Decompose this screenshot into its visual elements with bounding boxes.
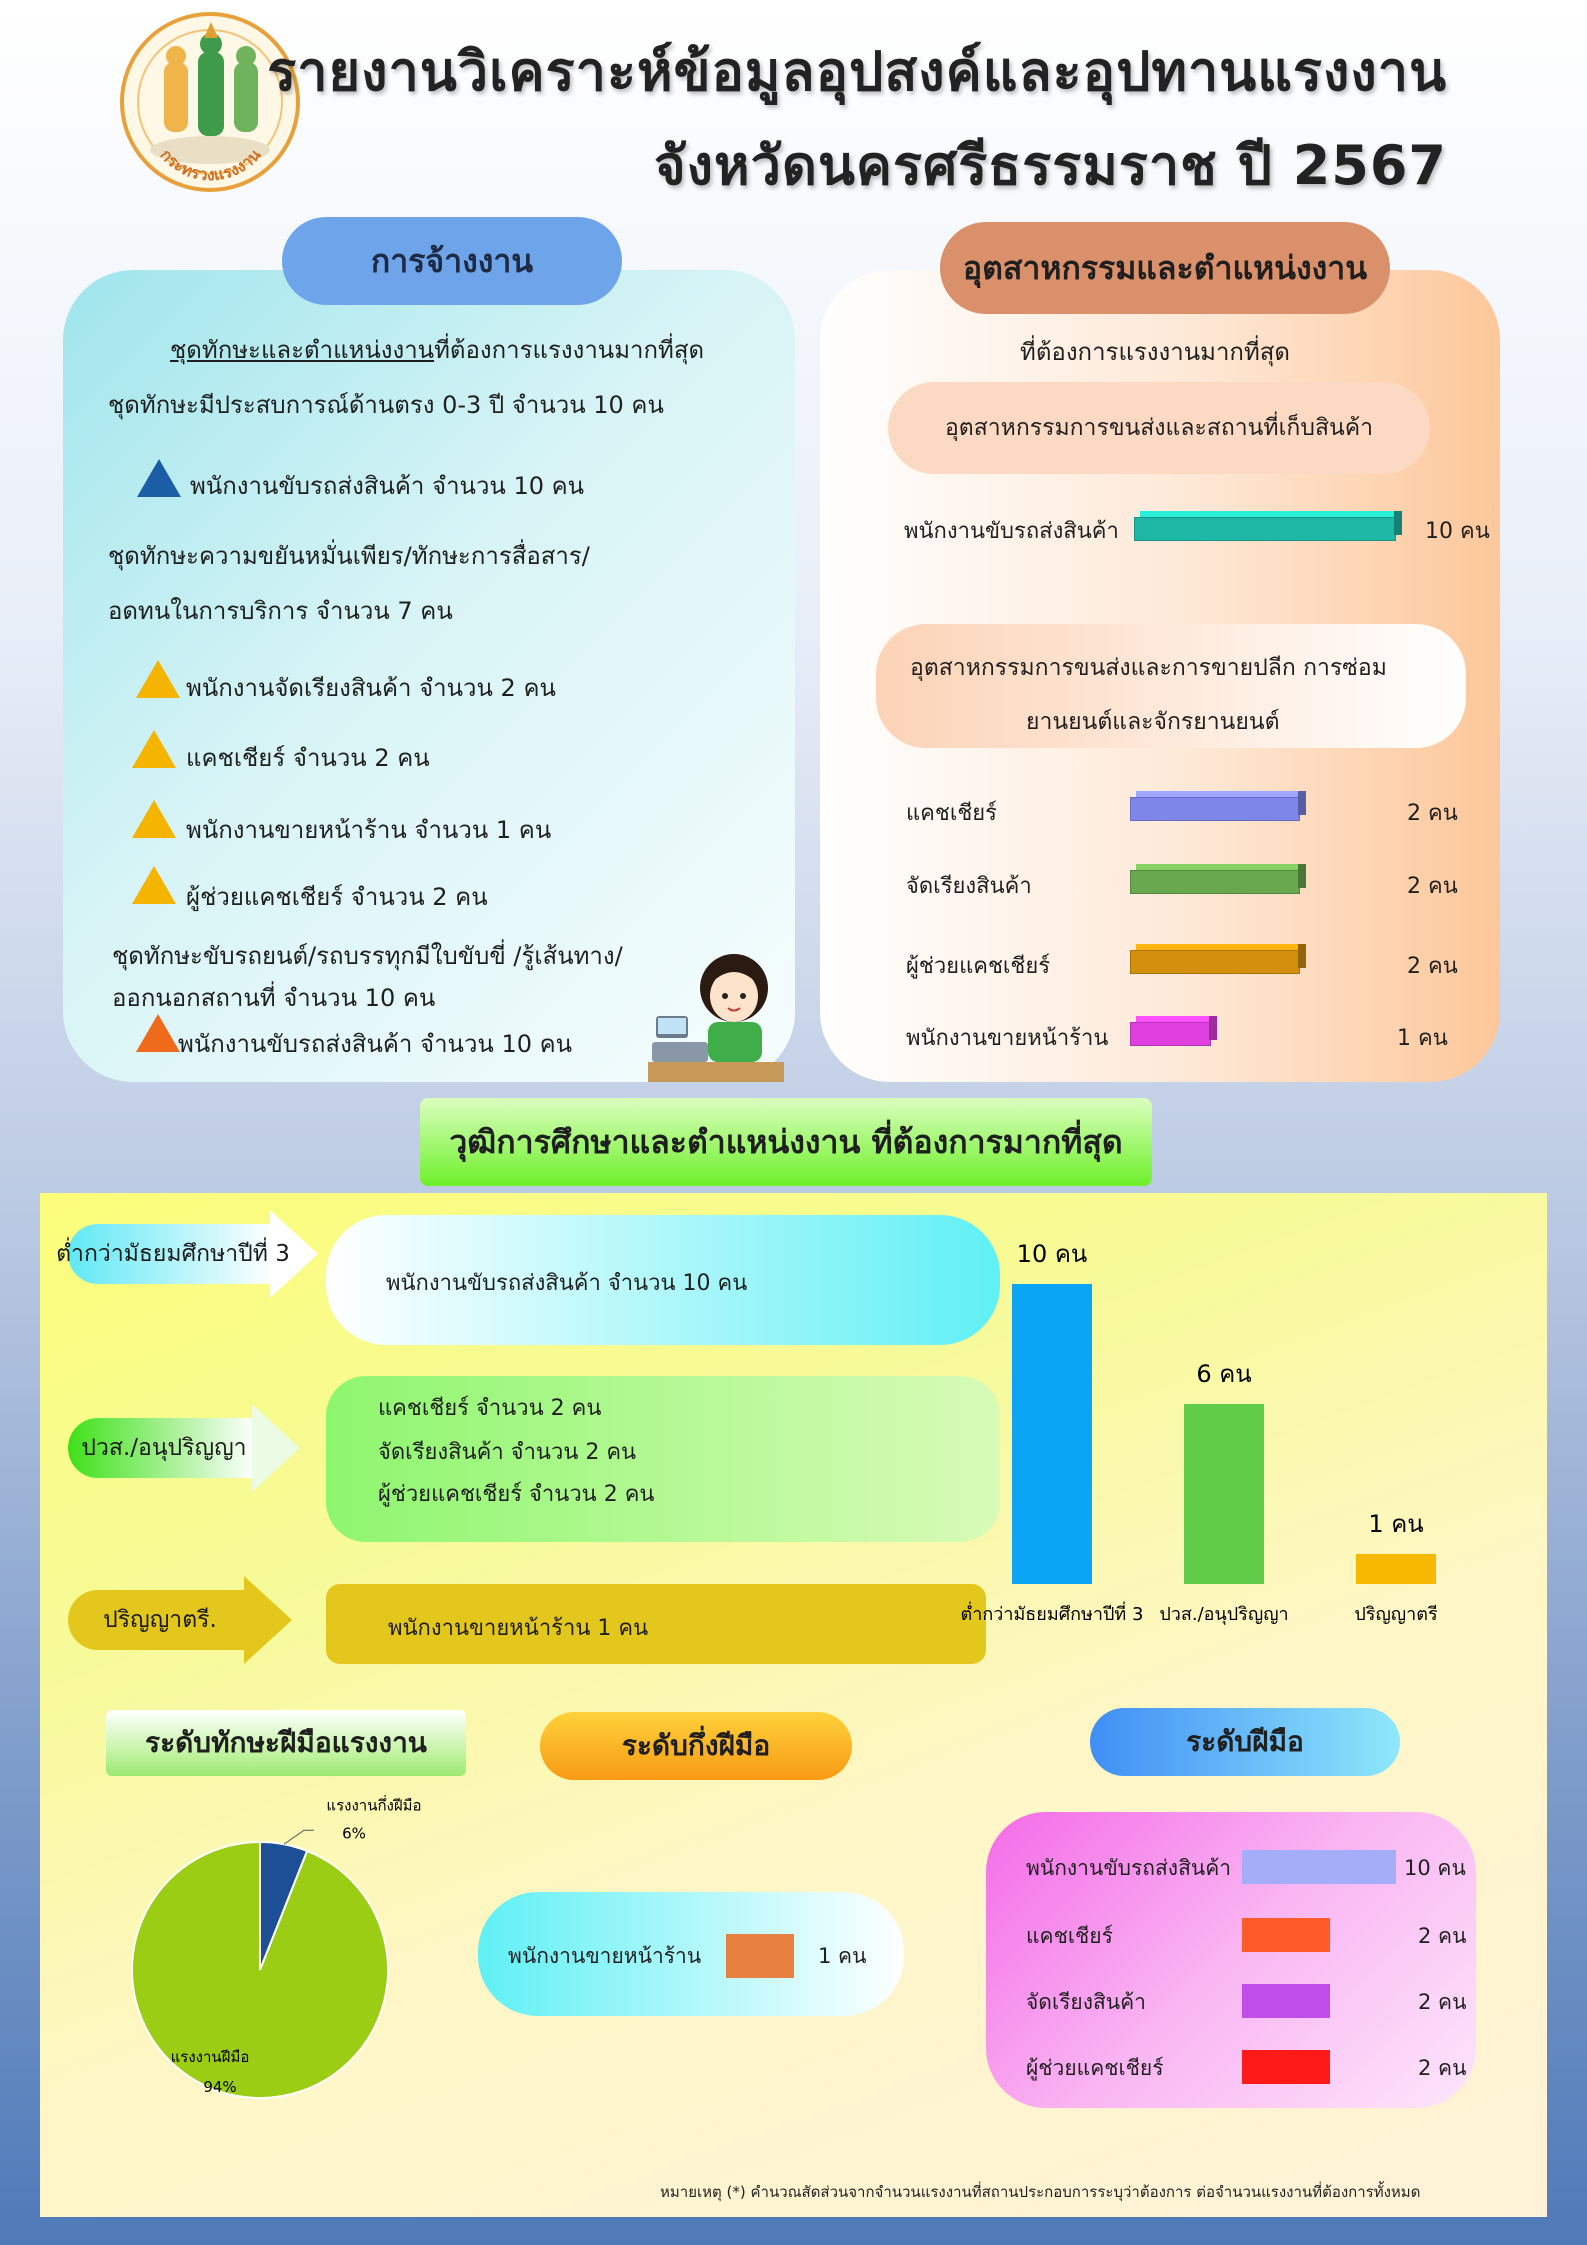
education-level-arrow bbox=[56, 1210, 318, 1298]
industry-2-name-line1: อุตสาหกรรมการขนส่งและการขายปลีก การซ่อม bbox=[910, 655, 1387, 681]
triangle-bullet-icon bbox=[132, 866, 176, 904]
education-job: พนักงานขับรถส่งสินค้า จำนวน 10 คน bbox=[386, 1271, 748, 1296]
employment-intro bbox=[170, 330, 704, 369]
education-level-label: ปวส./อนุปริญญา bbox=[81, 1435, 247, 1461]
skilled-job-label: จัดเรียงสินค้า bbox=[1026, 1990, 1146, 2014]
skill-level-heading: ระดับทักษะฝีมือแรงงาน bbox=[106, 1710, 466, 1776]
education-bar bbox=[1184, 1404, 1264, 1584]
triangle-bullet-icon bbox=[136, 1014, 180, 1052]
industry-2-job-label: แคชเชียร์ bbox=[906, 801, 997, 826]
education-bar-category-label: ปวส./อนุปริญญา bbox=[1159, 1604, 1289, 1625]
skilled-job-value: 2 คน bbox=[1418, 1990, 1467, 2014]
cashier-illustration bbox=[648, 950, 784, 1082]
education-level-label: ต่ำกว่ามัธยมศึกษาปีที่ 3 bbox=[56, 1241, 290, 1267]
industry-1-job-label: พนักงานขับรถส่งสินค้า bbox=[904, 519, 1119, 544]
skilled-job-bar bbox=[1242, 1918, 1330, 1952]
employment-intro-underlined: ชุดทักษะและตำแหน่งงาน bbox=[170, 336, 435, 364]
pie-leader-line bbox=[284, 1830, 314, 1844]
triangle-bullet-icon bbox=[132, 730, 176, 768]
triangle-bullet-icon bbox=[132, 800, 176, 838]
skilled-job-label: ผู้ช่วยแคชเชียร์ bbox=[1026, 2056, 1164, 2080]
skilled-heading: ระดับฝีมือ bbox=[1090, 1708, 1400, 1776]
industry-2-job-label: พนักงานขายหน้าร้าน bbox=[906, 1026, 1109, 1051]
industry-2-job-bar bbox=[1130, 944, 1308, 974]
industry-subheading: ที่ต้องการแรงงานมากที่สุด bbox=[1020, 338, 1290, 366]
skill-group-2-item: พนักงานจัดเรียงสินค้า จำนวน 2 คน bbox=[186, 674, 556, 702]
industry-2-job-bar bbox=[1130, 1016, 1219, 1046]
industry-2-job-value: 2 คน bbox=[1407, 954, 1458, 979]
skill-group-3-item: พนักงานขับรถส่งสินค้า จำนวน 10 คน bbox=[178, 1030, 573, 1058]
education-job: จัดเรียงสินค้า จำนวน 2 คน bbox=[378, 1440, 637, 1465]
industry-2-job-value: 2 คน bbox=[1407, 874, 1458, 899]
pie-category-label: แรงงานฝีมือ bbox=[170, 2048, 250, 2066]
skilled-job-value: 10 คน bbox=[1404, 1856, 1466, 1880]
skill-group-3-line2: ออกนอกสถานที่ จำนวน 10 คน bbox=[112, 984, 436, 1012]
skilled-job-value: 2 คน bbox=[1418, 1924, 1467, 1948]
industry-2-job-label: จัดเรียงสินค้า bbox=[906, 874, 1032, 899]
education-level-jobs-box bbox=[326, 1376, 1000, 1542]
semi-skilled-job-bar bbox=[726, 1934, 794, 1978]
education-bar-data-label: 10 คน bbox=[1016, 1240, 1088, 1268]
semi-skilled-box bbox=[478, 1892, 904, 2016]
skill-group-2-item: ผู้ช่วยแคชเชียร์ จำนวน 2 คน bbox=[186, 883, 488, 911]
industry-2-name bbox=[876, 624, 1466, 748]
education-level-arrow bbox=[68, 1576, 292, 1664]
industry-1-job-bar bbox=[1134, 511, 1404, 541]
skill-group-1: ชุดทักษะมีประสบการณ์ด้านตรง 0-3 ปี จำนวน 10 คน bbox=[108, 391, 664, 419]
industry-2-job-bar bbox=[1130, 791, 1308, 821]
education-level-jobs-box bbox=[326, 1215, 1000, 1345]
semi-skilled-job-label: พนักงานขายหน้าร้าน bbox=[508, 1944, 702, 1968]
skilled-job-bar bbox=[1242, 1984, 1330, 2018]
industry-2-job-value: 1 คน bbox=[1397, 1026, 1448, 1051]
education-level-label: ปริญญาตรี. bbox=[103, 1607, 217, 1633]
education-bar bbox=[1012, 1284, 1092, 1584]
semi-skilled-job-value: 1 คน bbox=[818, 1944, 867, 1968]
skill-pie-chart bbox=[120, 1790, 480, 2120]
skill-group-2-item: แคชเชียร์ จำนวน 2 คน bbox=[186, 744, 430, 772]
skill-group-2-line2: อดทนในการบริการ จำนวน 7 คน bbox=[108, 597, 453, 625]
education-job: ผู้ช่วยแคชเชียร์ จำนวน 2 คน bbox=[378, 1482, 655, 1507]
education-bar-data-label: 6 คน bbox=[1196, 1360, 1252, 1388]
industry-2-job-bar bbox=[1130, 864, 1308, 894]
skill-group-3-line1: ชุดทักษะขับรถยนต์/รถบรรทุกมีใบขับขี่ /รู้เส้นทาง/ bbox=[112, 942, 623, 970]
pie-category-label: แรงงานกึ่งฝีมือ bbox=[326, 1796, 422, 1815]
industry-2-job-label: ผู้ช่วยแคชเชียร์ bbox=[906, 954, 1051, 979]
education-bar-category-label: ต่ำกว่ามัธยมศึกษาปีที่ 3 bbox=[960, 1604, 1144, 1625]
education-bar bbox=[1356, 1554, 1436, 1584]
triangle-bullet-icon bbox=[136, 660, 180, 698]
education-level-arrow bbox=[68, 1404, 300, 1492]
semi-skilled-heading: ระดับกึ่งฝีมือ bbox=[540, 1712, 852, 1780]
footnote: หมายเหตุ (*) คำนวณสัดส่วนจากจำนวนแรงงานที่สถานประกอบการระบุว่าต้องการ ต่อจำนวนแรงงานที่ต้องการทั้งหมด bbox=[660, 2183, 1421, 2201]
education-job: แคชเชียร์ จำนวน 2 คน bbox=[378, 1396, 602, 1421]
skilled-job-label: พนักงานขับรถส่งสินค้า bbox=[1026, 1856, 1232, 1880]
industry-2-job-value: 2 คน bbox=[1407, 801, 1458, 826]
skill-group-2-item: พนักงานขายหน้าร้าน จำนวน 1 คน bbox=[186, 816, 552, 844]
industry-2-name-line2: ยานยนต์และจักรยานยนต์ bbox=[1026, 709, 1280, 735]
education-bar-chart bbox=[960, 1220, 1500, 1660]
education-job: พนักงานขายหน้าร้าน 1 คน bbox=[388, 1616, 649, 1641]
pie-data-label: 94% bbox=[203, 2078, 237, 2096]
employment-heading: การจ้างงาน bbox=[282, 217, 622, 305]
employment-intro-rest: ที่ต้องการแรงงานมากที่สุด bbox=[434, 336, 705, 364]
industry-1-job-value: 10 คน bbox=[1425, 519, 1490, 544]
page-title-line1: รายงานวิเคราะห์ข้อมูลอุปสงค์และอุปทานแรงงาน bbox=[267, 40, 1447, 103]
skill-group-1-item: พนักงานขับรถส่งสินค้า จำนวน 10 คน bbox=[190, 472, 585, 500]
skilled-job-label: แคชเชียร์ bbox=[1026, 1924, 1113, 1948]
industry-heading: อุตสาหกรรมและตำแหน่งงาน bbox=[940, 222, 1390, 314]
education-level-jobs-box bbox=[326, 1584, 986, 1664]
triangle-bullet-icon bbox=[137, 459, 181, 497]
education-bar-data-label: 1 คน bbox=[1368, 1510, 1424, 1538]
skill-group-2-line1: ชุดทักษะความขยันหมั่นเพียร/ทักษะการสื่อสาร/ bbox=[108, 542, 590, 570]
pie-data-label: 6% bbox=[342, 1824, 366, 1843]
seal-text: กระทรวงแรงงาน bbox=[156, 145, 265, 185]
industry-1-name: อุตสาหกรรมการขนส่งและสถานที่เก็บสินค้า bbox=[888, 382, 1430, 474]
skilled-job-bar bbox=[1242, 1850, 1396, 1884]
skilled-job-value: 2 คน bbox=[1418, 2056, 1467, 2080]
skilled-job-bar bbox=[1242, 2050, 1330, 2084]
education-bar-category-label: ปริญญาตรี bbox=[1354, 1604, 1438, 1625]
education-heading: วุฒิการศึกษาและตำแหน่งงาน ที่ต้องการมากที่สุด bbox=[420, 1098, 1152, 1186]
page-title-line2: จังหวัดนครศรีธรรมราช ปี 2567 bbox=[653, 134, 1447, 197]
